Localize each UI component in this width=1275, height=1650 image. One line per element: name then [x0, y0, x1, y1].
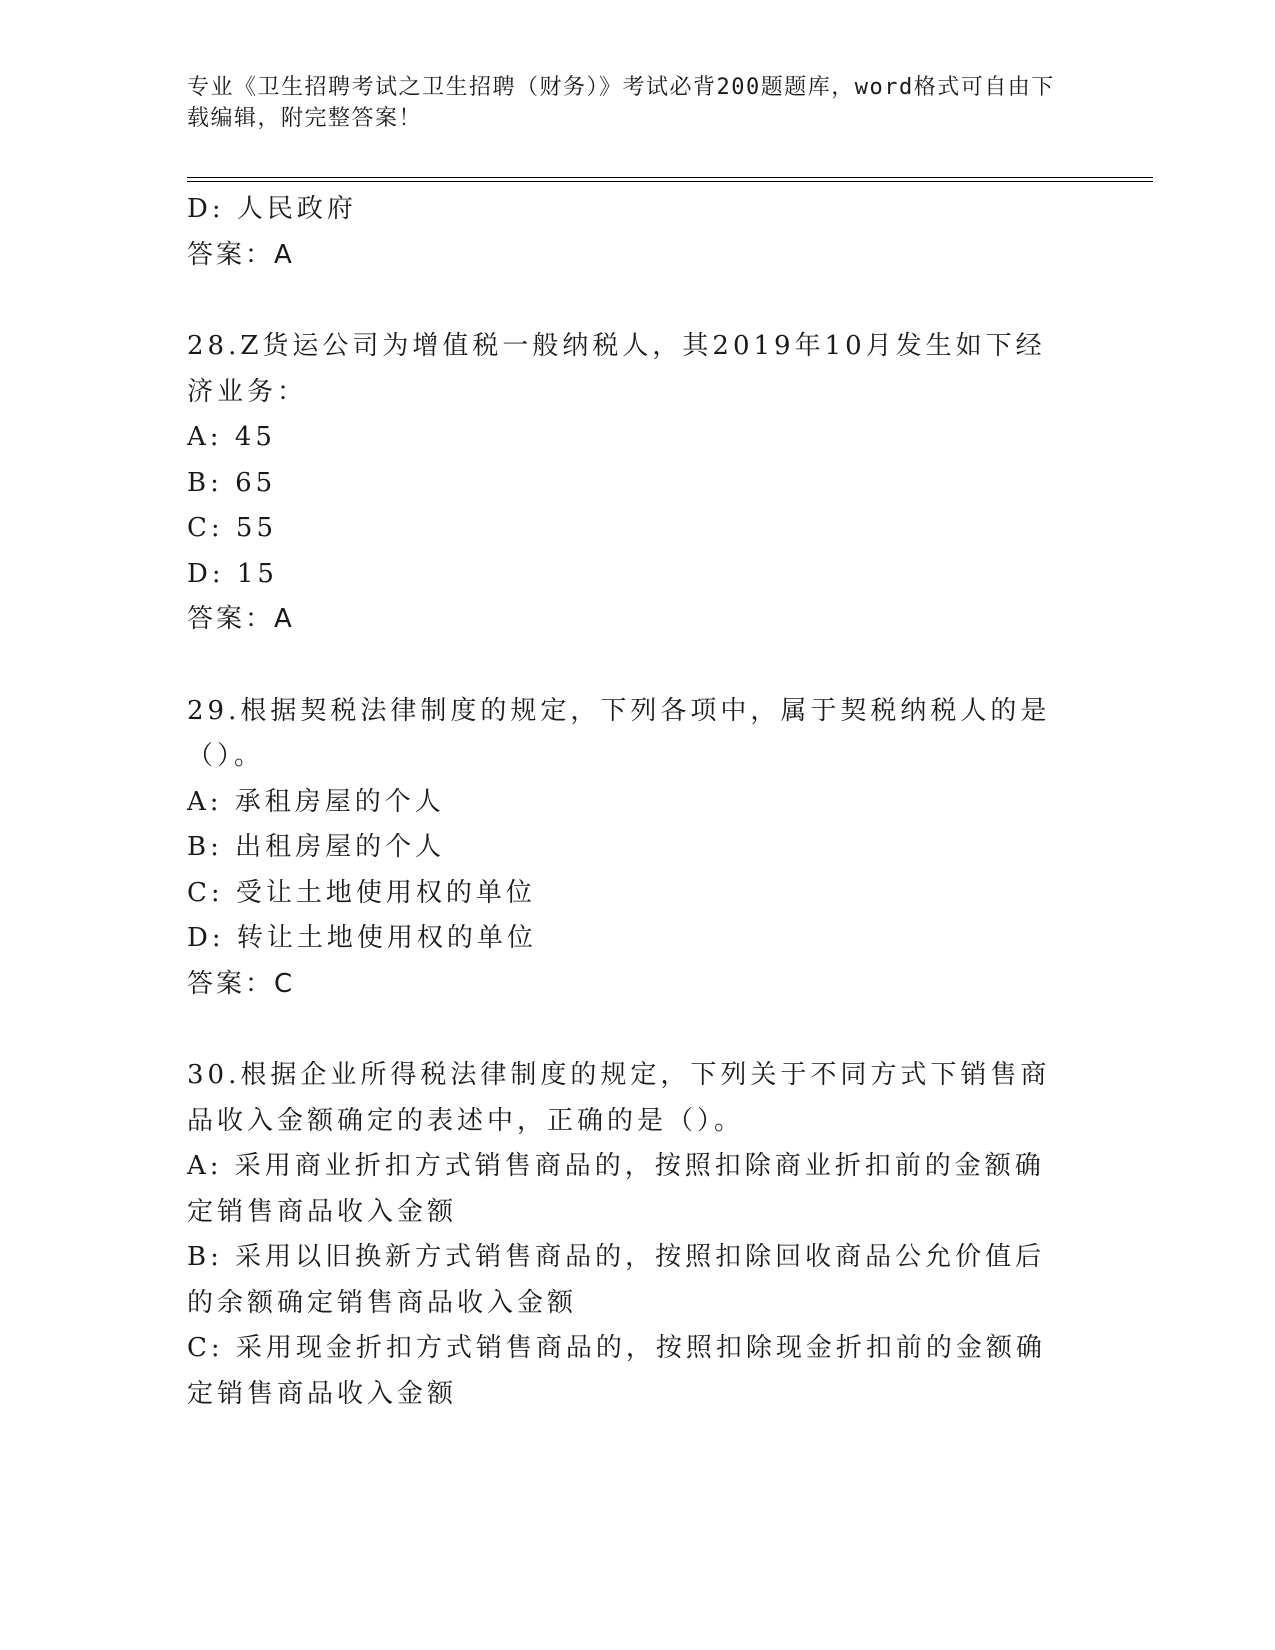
document-header: 专业《卫生招聘考试之卫生招聘（财务）》考试必背200题题库，word格式可自由下载编辑，附完整答案！: [187, 75, 1055, 131]
q28-stem: 28.Z货运公司为增值税一般纳税人，其2019年10月发生如下经济业务：: [187, 331, 1046, 407]
prev-answer: 答案：A: [187, 239, 295, 270]
q30-option-b: B: 采用以旧换新方式销售商品的，按照扣除回收商品公允价值后的余额确定销售商品收入金额: [187, 1242, 1046, 1318]
q30-option-a: A: 采用商业折扣方式销售商品的，按照扣除商业折扣前的金额确定销售商品收入金额: [187, 1151, 1045, 1227]
q28-option-c: C: 55: [187, 513, 278, 543]
q30-stem: 30.根据企业所得税法律制度的规定，下列关于不同方式下销售商品收入金额确定的表述中，正确的是（）。: [187, 1060, 1051, 1136]
question-list: [187, 187, 1067, 1417]
q28-option-d: D: 15: [187, 558, 278, 589]
q28-option-b: B: 65: [187, 467, 277, 498]
header-divider-top: [187, 177, 1153, 178]
q28-answer: 答案：A: [187, 604, 295, 634]
q29-option-a: A: 承租房屋的个人: [187, 786, 445, 817]
header-divider-bottom: [187, 181, 1153, 182]
prev-option-d: D: 人民政府: [187, 194, 357, 224]
spacer: [187, 1007, 1067, 1053]
q29-option-c: C: 受让土地使用权的单位: [187, 877, 536, 908]
q29-stem: 29.根据契税法律制度的规定，下列各项中，属于契税纳税人的是（）。: [187, 695, 1051, 771]
q29-option-b: B: 出租房屋的个人: [187, 832, 446, 862]
spacer: [187, 643, 1067, 689]
q30-option-c: C: 采用现金折扣方式销售商品的，按照扣除现金折扣前的金额确定销售商品收入金额: [187, 1333, 1046, 1409]
q28-option-a: A: 45: [187, 422, 276, 452]
q29-option-d: D: 转让土地使用权的单位: [187, 923, 537, 953]
q29-answer: 答案：C: [187, 968, 296, 999]
spacer: [187, 278, 1067, 324]
